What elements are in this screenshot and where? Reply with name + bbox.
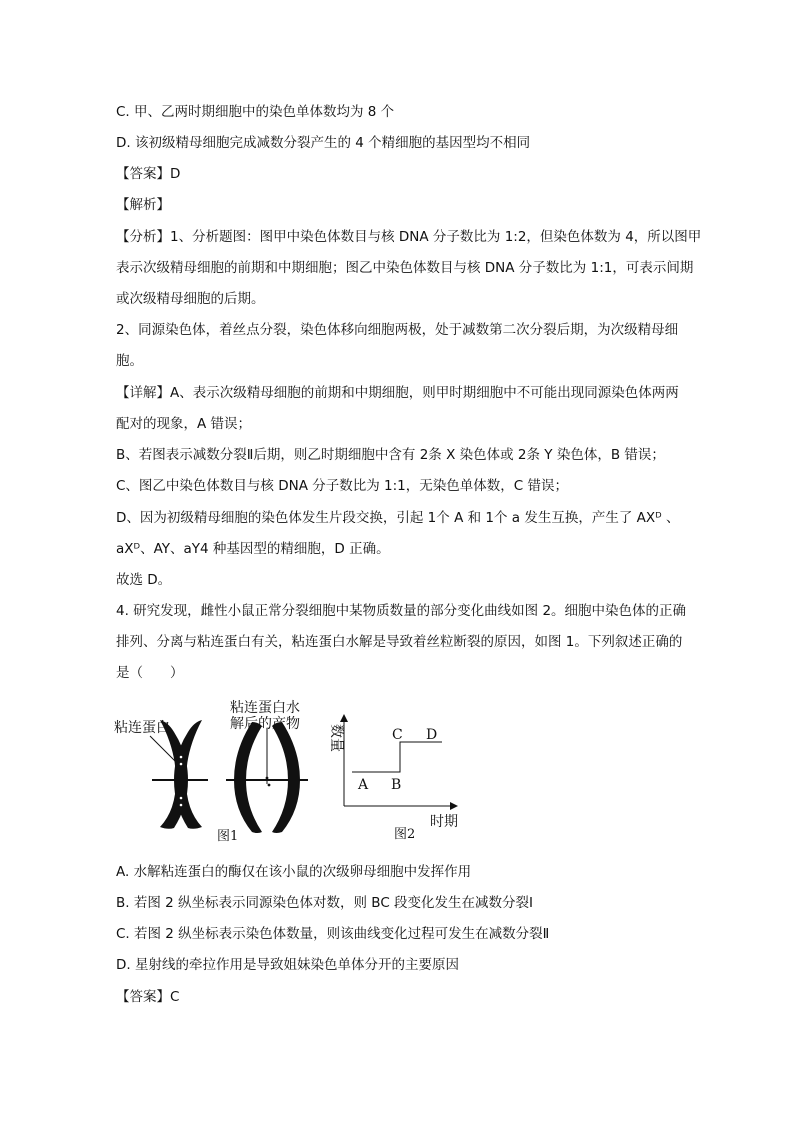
fig2-point-a: A bbox=[358, 777, 369, 793]
detail-line-4: C、图乙中染色体数目与核 DNA 分子数比为 1:1，无染色单体数，C 错误； bbox=[116, 478, 568, 494]
option-a: A. 水解粘连蛋白的酶仅在该小鼠的次级卵母细胞中发挥作用 bbox=[116, 864, 472, 880]
option-d-prev: D. 该初级精母细胞完成减数分裂产生的 4 个精细胞的基因型均不相同 bbox=[116, 135, 531, 151]
fig2-point-b: B bbox=[391, 777, 402, 793]
analysis-line-3: 或次级精母细胞的后期。 bbox=[116, 291, 265, 307]
fig1-chromosome-separated bbox=[226, 722, 308, 833]
analysis-line-4: 2、同源染色体，着丝点分裂，染色体移向细胞两极，处于减数第二次分裂后期，为次级精母细 bbox=[116, 322, 679, 338]
detail-line-3: B、若图表示减数分裂Ⅱ后期，则乙时期细胞中含有 2条 X 染色体或 2条 Y 染色体，B 错误； bbox=[116, 447, 665, 463]
fig1-caption: 图1 bbox=[217, 829, 239, 844]
detail-line-5: D、因为初级精母细胞的染色体发生片段交换，引起 1个 A 和 1个 a 发生互换，产生了 AXᴰ 、 bbox=[116, 510, 680, 526]
detail-line-6: aXᴰ、AY、aY4 种基因型的精细胞，D 正确。 bbox=[116, 541, 390, 557]
option-b: B. 若图 2 纵坐标表示同源染色体对数，则 BC 段变化发生在减数分裂Ⅰ bbox=[116, 895, 534, 911]
option-d: D. 星射线的牵拉作用是导致姐妹染色单体分开的主要原因 bbox=[116, 957, 459, 973]
option-c-prev: C. 甲、乙两时期细胞中的染色单体数均为 8 个 bbox=[116, 104, 395, 120]
option-c: C. 若图 2 纵坐标表示染色体数量，则该曲线变化过程可发生在减数分裂Ⅱ bbox=[116, 926, 550, 942]
detail-line-2: 配对的现象，A 错误； bbox=[116, 416, 252, 432]
analysis-line-5: 胞。 bbox=[116, 353, 143, 369]
analysis-line-1: 【分析】1、分析题图：图甲中染色体数目与核 DNA 分子数比为 1:2，但染色体数为 4，所以图甲 bbox=[116, 229, 702, 245]
analysis-heading: 【解析】 bbox=[116, 197, 170, 213]
fig1-label-product-2: 解后的产物 bbox=[230, 716, 300, 732]
fig2-caption: 图2 bbox=[394, 827, 416, 842]
fig1-label-cohesin: 粘连蛋白 bbox=[114, 720, 170, 736]
detail-line-1: 【详解】A、表示次级精母细胞的前期和中期细胞，则甲时期细胞中不可能出现同源染色体两两 bbox=[116, 385, 679, 401]
fig2-xlabel: 时期 bbox=[430, 814, 458, 830]
fig1-label-product-1: 粘连蛋白水 bbox=[230, 700, 300, 716]
fig2-point-c: C bbox=[392, 727, 403, 743]
answer-prev: 【答案】D bbox=[116, 166, 181, 182]
fig2-point-d: D bbox=[426, 727, 438, 743]
question-4-line-1: 4. 研究发现，雌性小鼠正常分裂细胞中某物质数量的部分变化曲线如图 2。细胞中染色体的正确 bbox=[116, 603, 687, 619]
question-figure bbox=[110, 692, 470, 844]
question-4-line-2: 排列、分离与粘连蛋白有关，粘连蛋白水解是导致着丝粒断裂的原因，如图 1。下列叙述正确的 bbox=[116, 634, 683, 650]
conclusion-line: 故选 D。 bbox=[116, 572, 172, 588]
analysis-line-2: 表示次级精母细胞的前期和中期细胞；图乙中染色体数目与核 DNA 分子数比为 1:1，可表示间期 bbox=[116, 260, 694, 276]
fig2-curve bbox=[352, 742, 442, 772]
answer: 【答案】C bbox=[116, 989, 180, 1005]
question-4-line-3: 是（ ） bbox=[116, 665, 184, 681]
fig2-ylabel: 数量 bbox=[328, 724, 344, 752]
fig1-chromosome-cohesin bbox=[150, 720, 208, 829]
